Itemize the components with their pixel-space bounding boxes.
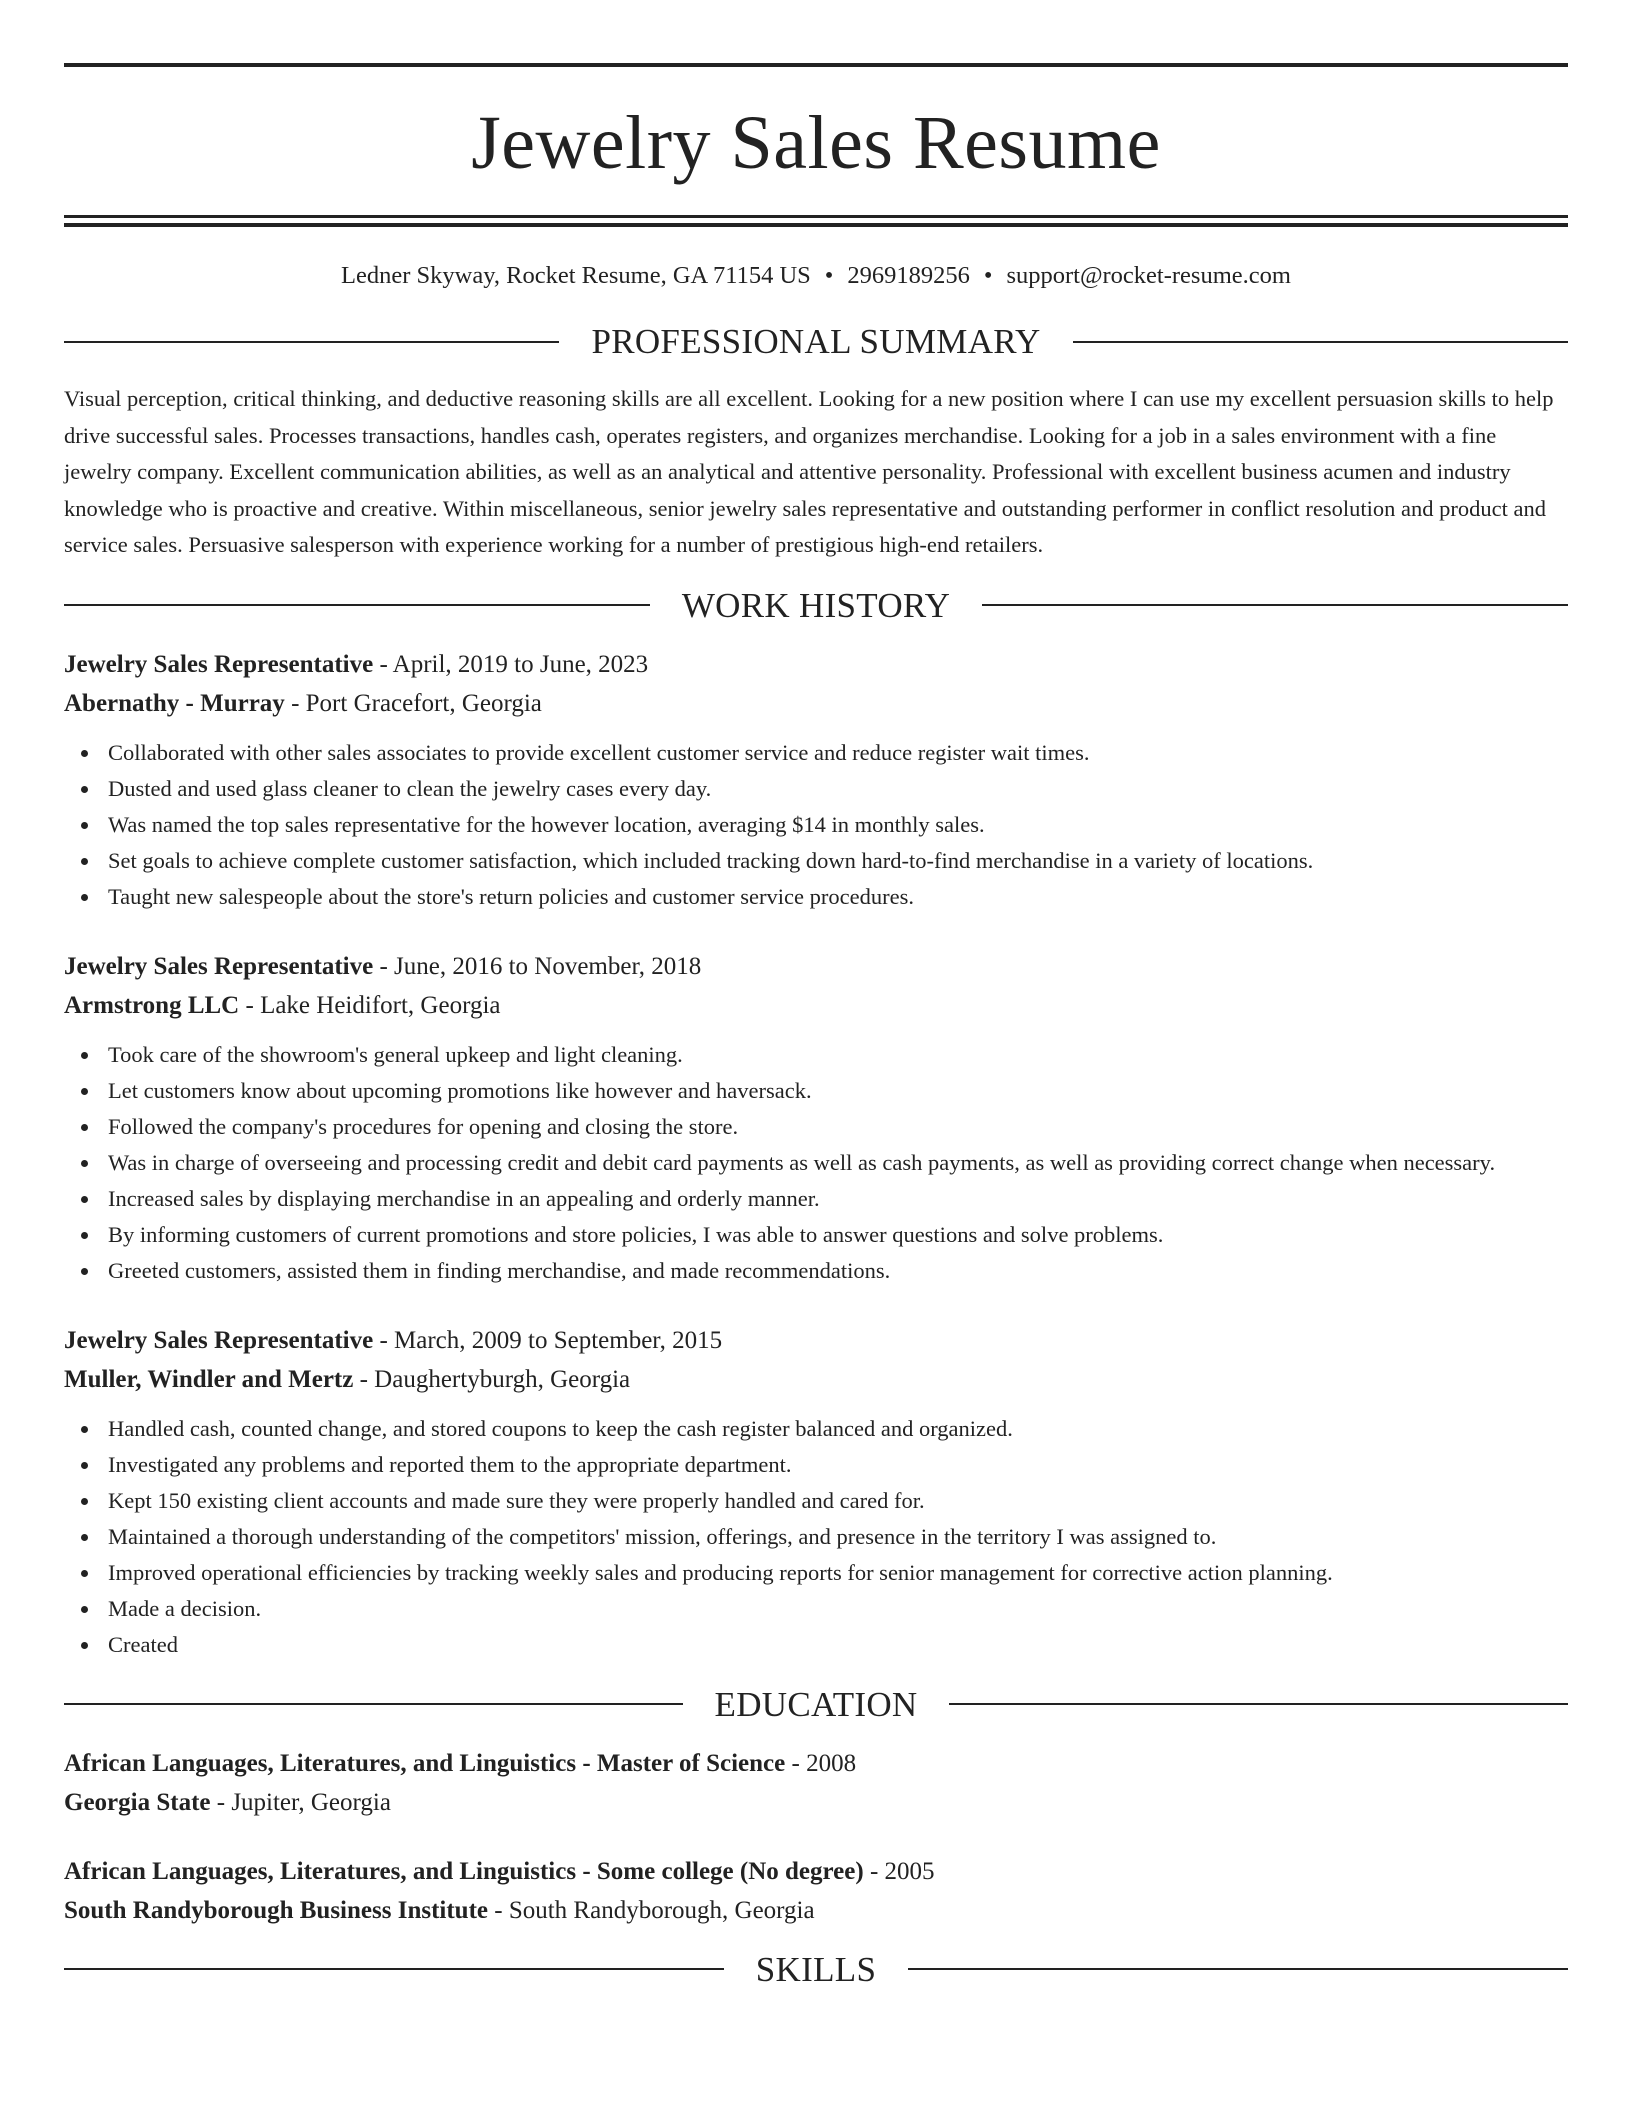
job-title-line: Jewelry Sales Representative - March, 2009 to September, 2015 (64, 1326, 723, 1354)
section-rule-left (64, 1968, 724, 1970)
bullet-item: Followed the company's procedures for opening and closing the store. (64, 1109, 1568, 1145)
contact-separator: • (824, 262, 834, 289)
contact-address: Ledner Skyway, Rocket Resume, GA 71154 US (341, 262, 811, 289)
education-degree: African Languages, Literatures, and Linguistics - Some college (No degree) (64, 1857, 864, 1885)
section-header-education (64, 1684, 1568, 1724)
education-school: Georgia State (64, 1788, 211, 1816)
section-rule-right (982, 604, 1568, 606)
section-rule-right (949, 1703, 1568, 1705)
job-title-line: Jewelry Sales Representative - June, 2016 to November, 2018 (64, 952, 702, 980)
contact-line (64, 261, 1568, 290)
job-bullets (64, 1037, 1568, 1289)
section-header-skills (64, 1949, 1568, 1989)
job-title: Jewelry Sales Representative (64, 650, 374, 678)
section-rule-right (1073, 341, 1568, 343)
job-entry (64, 645, 1568, 915)
job-location: Port Gracefort, Georgia (305, 689, 542, 717)
contact-phone: 2969189256 (847, 262, 970, 289)
education-degree-line: African Languages, Literatures, and Linguistics - Some college (No degree) - 2005 (64, 1857, 935, 1885)
job-company: Armstrong LLC (64, 991, 240, 1019)
section-header-summary (64, 322, 1568, 362)
job-company: Abernathy - Murray (64, 689, 285, 717)
job-bullets (64, 735, 1568, 915)
summary-text: Visual perception, critical thinking, and deductive reasoning skills are all excellent. Looking for a new position where I can use my excellent persuasion skills to help drive successful sales. Processes transactions, handles cash, operates registers, and organizes merchandise. Looking for a job in a sales environment with a fine jewelry company. Excellent communication abilities, as well as an analytical and attentive personality. Professional with excellent business acumen and industry knowledge who is proactive and creative. Within miscellaneous, senior jewelry sales representative and outstanding performer in conflict resolution and product and service sales. Persuasive salesperson with experience working for a number of prestigious high-end retailers. (64, 386, 1554, 558)
bullet-item: Kept 150 existing client accounts and made sure they were properly handled and cared for. (64, 1483, 1568, 1519)
job-bullets (64, 1411, 1568, 1663)
bullet-item: Greeted customers, assisted them in finding merchandise, and made recommendations. (64, 1253, 1568, 1289)
education-school-line: South Randyborough Business Institute - South Randyborough, Georgia (64, 1896, 815, 1924)
section-title: PROFESSIONAL SUMMARY (591, 322, 1041, 362)
bullet-item: Taught new salespeople about the store's return policies and customer service procedures. (64, 879, 1568, 915)
bullet-item: Investigated any problems and reported them to the appropriate department. (64, 1447, 1568, 1483)
section-title: WORK HISTORY (681, 585, 951, 625)
job-title: Jewelry Sales Representative (64, 1326, 374, 1354)
education-location: Jupiter, Georgia (231, 1788, 391, 1816)
section-title: SKILLS (755, 1949, 877, 1989)
resume-title: Jewelry Sales Resume (471, 101, 1161, 185)
section-title: EDUCATION (714, 1684, 918, 1724)
section-rule-left (64, 604, 650, 606)
job-dates: March, 2009 to September, 2015 (394, 1326, 723, 1354)
bullet-item: Collaborated with other sales associates to provide excellent customer service and reduce register wait times. (64, 735, 1568, 771)
section-rule-left (64, 341, 559, 343)
section-rule-right (908, 1968, 1568, 1970)
job-entry (64, 1321, 1568, 1663)
bullet-item: Was named the top sales representative for the however location, averaging $14 in monthly sales. (64, 807, 1568, 843)
education-degree: African Languages, Literatures, and Linguistics - Master of Science (64, 1749, 786, 1777)
bullet-item: Was in charge of overseeing and processing credit and debit card payments as well as cash payments, as well as providing correct change when necessary. (64, 1145, 1568, 1181)
job-company-line: Muller, Windler and Mertz - Daughertyburgh, Georgia (64, 1365, 631, 1393)
bullet-item: Created (64, 1627, 1568, 1663)
section-header-work-history (64, 585, 1568, 625)
bullet-item: Set goals to achieve complete customer satisfaction, which included tracking down hard-to-find merchandise in a variety of locations. (64, 843, 1568, 879)
bullet-item: Made a decision. (64, 1591, 1568, 1627)
education-location: South Randyborough, Georgia (508, 1896, 815, 1924)
job-company-line: Abernathy - Murray - Port Gracefort, Georgia (64, 689, 542, 717)
bullet-item: Maintained a thorough understanding of the competitors' mission, offerings, and presence in the territory I was assigned to. (64, 1519, 1568, 1555)
job-title-line: Jewelry Sales Representative - April, 2019 to June, 2023 (64, 650, 649, 678)
education-entry (64, 1852, 1568, 1930)
job-company-line: Armstrong LLC - Lake Heidifort, Georgia (64, 991, 501, 1019)
bullet-item: Dusted and used glass cleaner to clean the jewelry cases every day. (64, 771, 1568, 807)
job-entry (64, 947, 1568, 1289)
bullet-item: Took care of the showroom's general upkeep and light cleaning. (64, 1037, 1568, 1073)
job-dates: June, 2016 to November, 2018 (394, 952, 702, 980)
education-school-line: Georgia State - Jupiter, Georgia (64, 1788, 391, 1816)
bullet-item: Improved operational efficiencies by tracking weekly sales and producing reports for senior management for corrective action planning. (64, 1555, 1568, 1591)
education-entry (64, 1744, 1568, 1822)
job-title: Jewelry Sales Representative (64, 952, 374, 980)
education-school: South Randyborough Business Institute (64, 1896, 488, 1924)
bullet-item: Handled cash, counted change, and stored coupons to keep the cash register balanced and organized. (64, 1411, 1568, 1447)
contact-separator: • (983, 262, 993, 289)
top-rule (64, 63, 1568, 67)
job-company: Muller, Windler and Mertz (64, 1365, 354, 1393)
contact-email: support@rocket-resume.com (1006, 262, 1291, 289)
job-location: Lake Heidifort, Georgia (260, 991, 501, 1019)
education-year: 2005 (884, 1857, 935, 1885)
title-double-rule (64, 215, 1568, 227)
section-rule-left (64, 1703, 683, 1705)
bullet-item: Let customers know about upcoming promotions like however and haversack. (64, 1073, 1568, 1109)
job-dates: April, 2019 to June, 2023 (392, 650, 649, 678)
job-location: Daughertyburgh, Georgia (374, 1365, 631, 1393)
bullet-item: Increased sales by displaying merchandise in an appealing and orderly manner. (64, 1181, 1568, 1217)
bullet-item: By informing customers of current promotions and store policies, I was able to answer questions and solve problems. (64, 1217, 1568, 1253)
education-year: 2008 (806, 1749, 857, 1777)
education-degree-line: African Languages, Literatures, and Linguistics - Master of Science - 2008 (64, 1749, 857, 1777)
